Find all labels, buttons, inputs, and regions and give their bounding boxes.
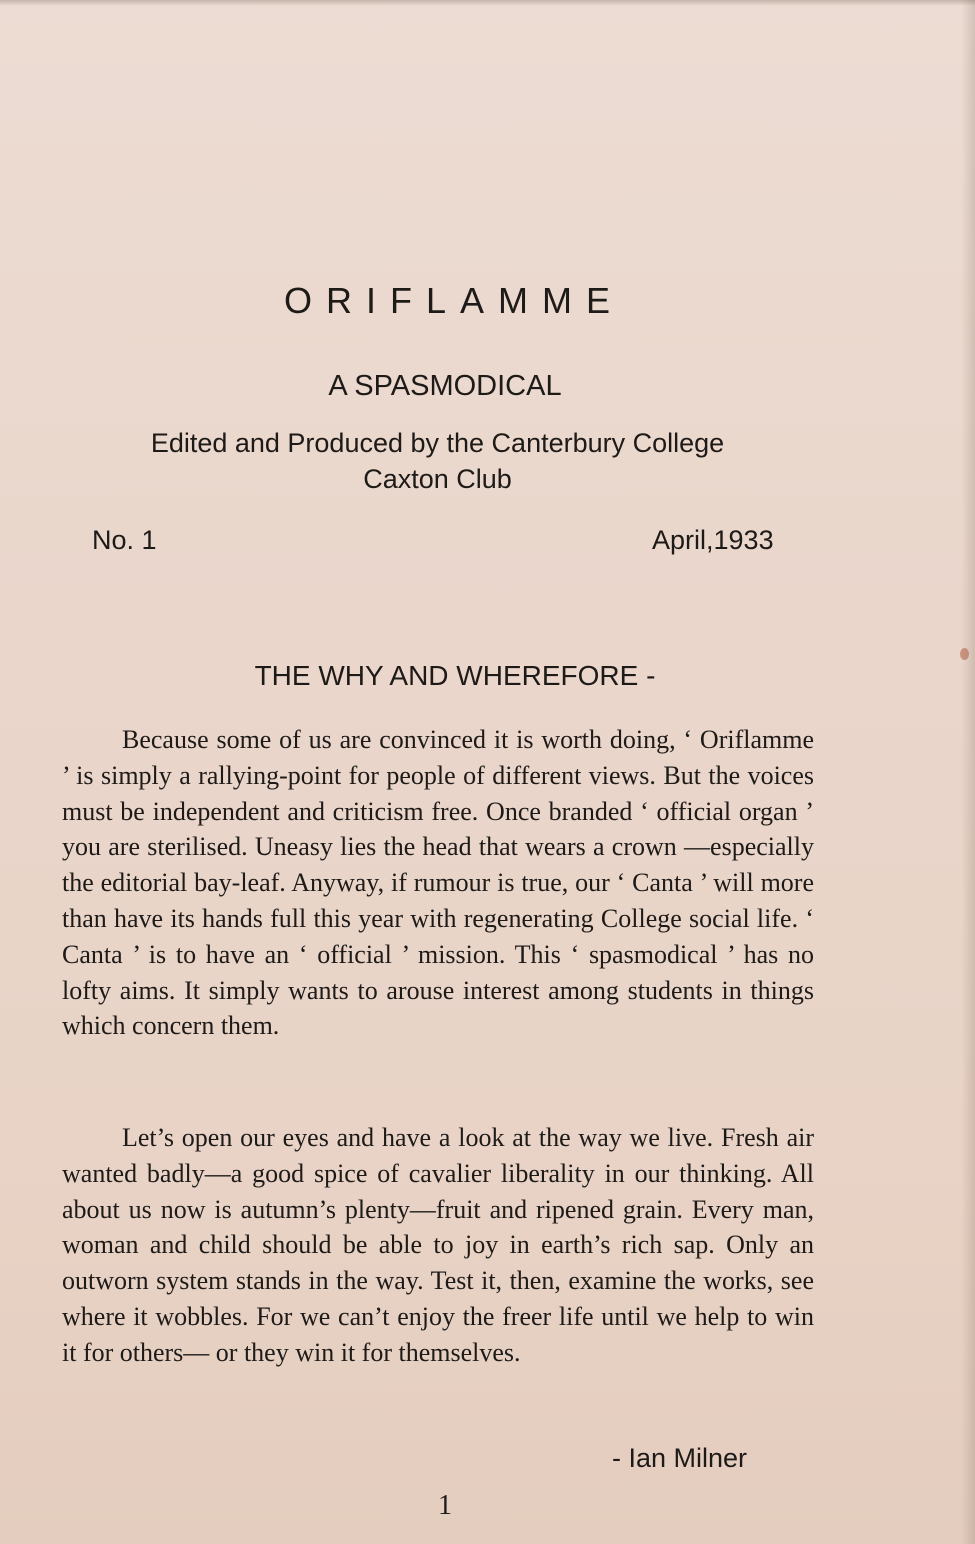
editor-credit: [0, 425, 875, 497]
page-number: 1: [438, 1490, 452, 1521]
issue-date: April,1933: [652, 525, 774, 555]
publication-subtitle: A SPASMODICAL: [328, 370, 562, 402]
page-edge-shadow: [0, 0, 975, 6]
editor-credit-line-2: Caxton Club: [363, 464, 512, 494]
article-paragraph-1: Because some of us are convinced it is worth doing, ‘ Oriflamme ’ is simply a rallying-point for people of different views. But the voices must be independent and criticism free. Once branded ‘ official organ ’ you are sterilised. Uneasy lies the head that wears a crown —especially the editorial bay-leaf. Anyway, if rumour is true, our ‘ Canta ’ will more than have its hands full this year with regenerating College social life. ‘ Canta ’ is to have an ‘ official ’ mission. This ‘ spasmodical ’ has no lofty aims. It simply wants to arouse interest among students in things which concern them.: [62, 725, 814, 1041]
issue-number: No. 1: [92, 525, 157, 555]
publication-title: ORIFLAMME: [283, 280, 624, 321]
author-signature: - Ian Milner: [612, 1443, 748, 1473]
article-paragraph-2: Let’s open our eyes and have a look at the way we live. Fresh air wanted badly—a good spice of cavalier liberality in our thinking. All about us now is autumn’s plenty—fruit and ripened grain. Every man, woman and child should be able to joy in earth’s rich sap. Only an outworn system stands in the way. Test it, then, examine the works, see where it wobbles. For we can’t enjoy the freer life until we help to win it for others— or they win it for themselves.: [62, 1123, 814, 1367]
article-heading: THE WHY AND WHEREFORE -: [254, 660, 656, 691]
editor-credit-line-1: Edited and Produced by the Canterbury College: [150, 428, 725, 458]
paper-stain: [960, 648, 969, 660]
